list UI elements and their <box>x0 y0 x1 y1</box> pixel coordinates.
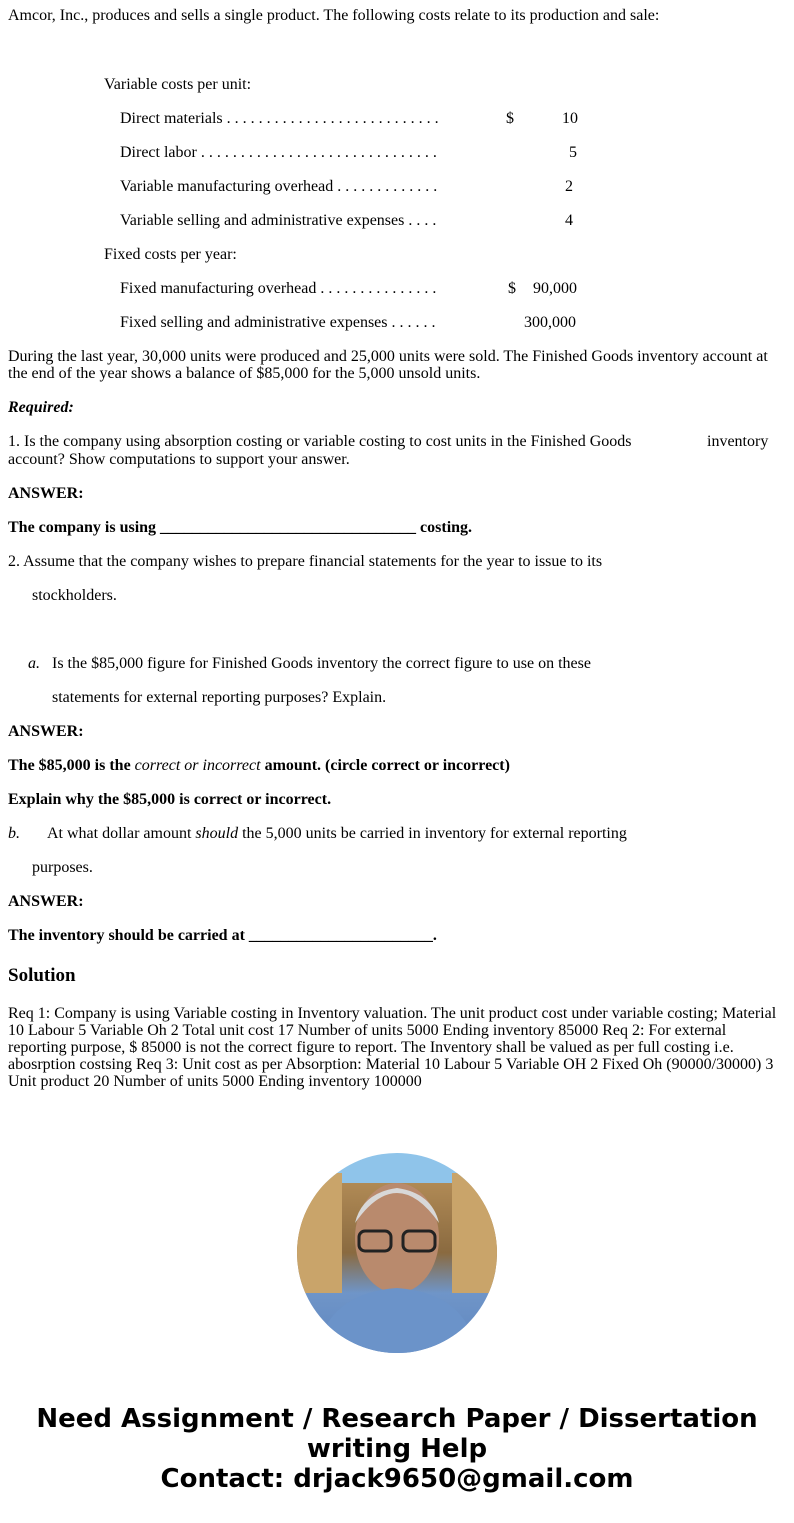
cost-value: 2 <box>565 178 573 195</box>
question-a-label: a. <box>28 655 40 672</box>
cost-label: Fixed selling and administrative expenses . . . . . . <box>120 314 436 331</box>
question-b-emphasis: should <box>195 825 239 842</box>
answer-1: The company is using ________________________________ costing. <box>8 519 473 536</box>
solution-text: Req 1: Company is using Variable costing in Inventory valuation. The unit product cost under variable costing; Material 10 Labour 5 Variable Oh 2 Total unit cost 17 Number of units 5000 Ending inventory 85000 Req 2: For external reporting purpose, $ 85000 is not the correct figure to report. The Inventory shall be valued as per full costing i.e. abosrption costsing Req 3: Unit cost as per Absorption: Material 10 Labour 5 Variable OH 2 Fixed Oh (90000/30000) 3 Unit product 20 Number of units 5000 Ending inventory 100000 <box>8 1005 777 1090</box>
cost-value: 5 <box>569 144 577 161</box>
answer-a-pre: The $85,000 is the <box>8 757 135 774</box>
footer-contact: Contact: drjack9650@gmail.com <box>160 1464 634 1494</box>
person-icon <box>297 1153 497 1353</box>
answer-label: ANSWER: <box>8 723 84 740</box>
answer-label: ANSWER: <box>8 485 84 502</box>
cost-label: Variable selling and administrative expenses . . . . <box>120 212 437 229</box>
cost-value: 10 <box>562 110 578 127</box>
required-label: Required: <box>8 399 74 416</box>
answer-a-options: correct or incorrect <box>134 757 261 774</box>
footer-line: Need Assignment / Research Paper / Dissertation <box>36 1404 758 1434</box>
answer-b: The inventory should be carried at _______________________. <box>8 927 437 944</box>
cost-value: 4 <box>565 212 573 229</box>
answer-a <box>8 757 510 775</box>
footer-line: writing Help <box>306 1434 488 1464</box>
cost-label: Fixed manufacturing overhead . . . . . . . . . . . . . . . <box>120 280 437 297</box>
cost-label: Direct labor . . . . . . . . . . . . . . . . . . . . . . . . . . . . . . <box>120 144 437 161</box>
cost-dollar: $ <box>508 280 516 297</box>
footer-ad <box>0 1404 794 1494</box>
variable-heading: Variable costs per unit: <box>104 76 252 93</box>
question-b-post: the 5,000 units be carried in inventory for external reporting <box>238 825 627 842</box>
question-1-cont: inventory <box>707 433 769 450</box>
cost-dollar: $ <box>506 110 514 127</box>
cost-label: Variable manufacturing overhead . . . . . . . . . . . . . <box>120 178 438 195</box>
question-1: 1. Is the company using absorption costing or variable costing to cost units in the Finished Goods <box>8 433 632 450</box>
question-a: Is the $85,000 figure for Finished Goods inventory the correct figure to use on these <box>52 655 591 672</box>
answer-a-post: amount. (circle correct or incorrect) <box>260 757 510 774</box>
cost-value: 90,000 <box>533 280 577 297</box>
solution-heading: Solution <box>8 965 76 986</box>
fixed-heading: Fixed costs per year: <box>104 246 237 263</box>
question-a-line2: statements for external reporting purposes? Explain. <box>52 689 387 706</box>
question-1-line2: account? Show computations to support your answer. <box>8 451 350 468</box>
question-b <box>47 825 627 843</box>
question-2-line2: stockholders. <box>32 587 117 604</box>
answer-a-explain: Explain why the $85,000 is correct or incorrect. <box>8 791 332 808</box>
question-b-line2: purposes. <box>32 859 93 876</box>
cost-value: 300,000 <box>524 314 576 331</box>
question-b-label: b. <box>8 825 20 842</box>
author-photo <box>297 1153 497 1353</box>
paragraph: During the last year, 30,000 units were produced and 25,000 units were sold. The Finished Goods inventory account at the end of the year shows a balance of $85,000 for the 5,000 unsold units. <box>8 348 768 382</box>
cost-label: Direct materials . . . . . . . . . . . . . . . . . . . . . . . . . . . <box>120 110 439 127</box>
question-b-pre: At what dollar amount <box>47 825 196 842</box>
intro-text: Amcor, Inc., produces and sells a single product. The following costs relate to its production and sale: <box>8 7 660 24</box>
question-2: 2. Assume that the company wishes to prepare financial statements for the year to issue to its <box>8 553 603 570</box>
answer-label: ANSWER: <box>8 893 84 910</box>
